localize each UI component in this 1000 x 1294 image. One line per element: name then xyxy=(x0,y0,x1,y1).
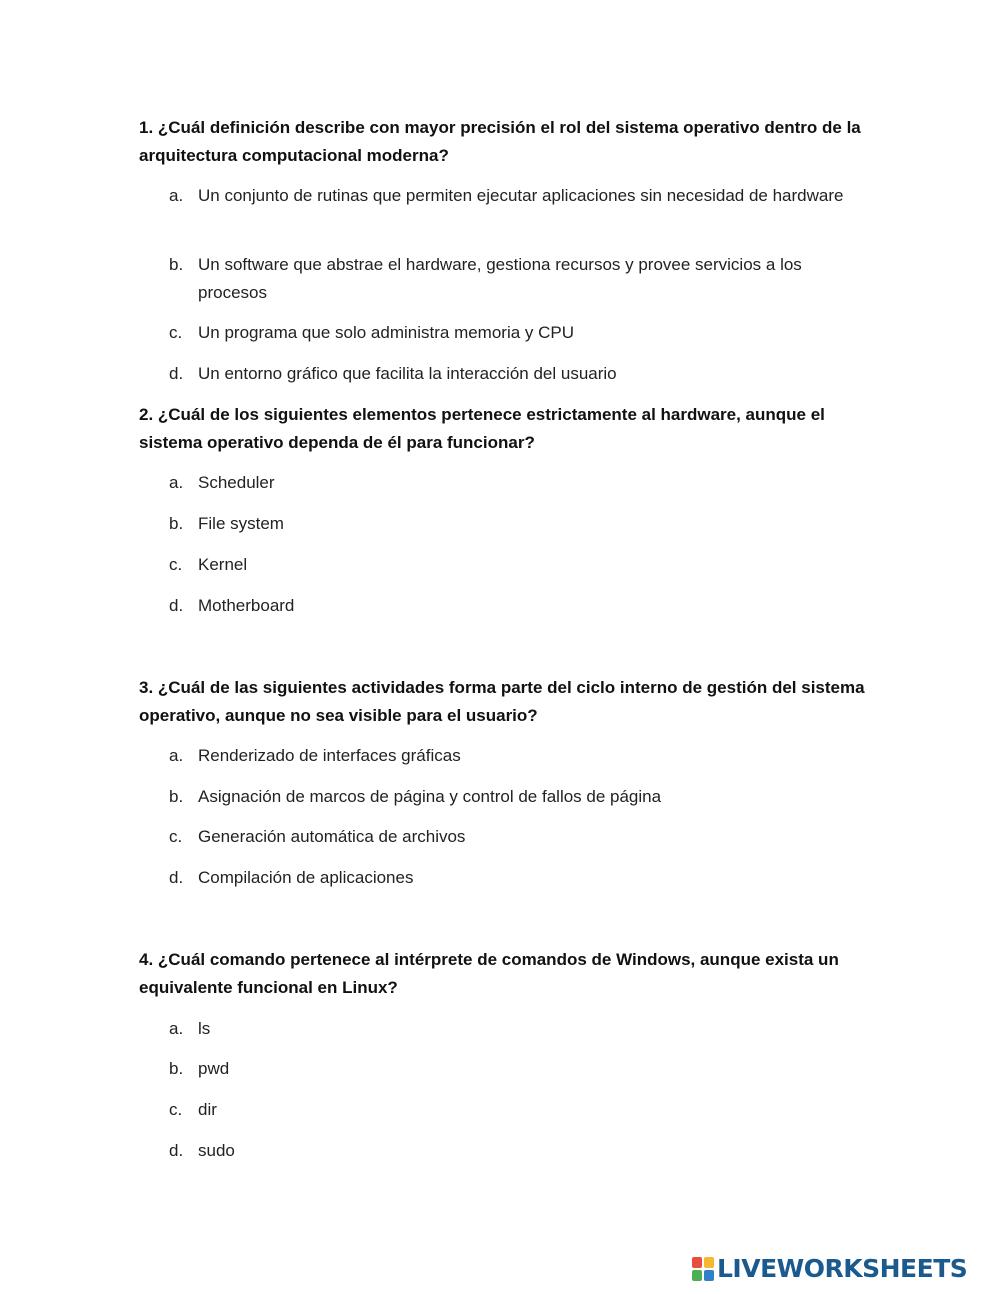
option-text: Asignación de marcos de página y control de fallos de página xyxy=(198,787,662,806)
liveworksheets-logo[interactable] xyxy=(692,1252,967,1286)
question-3-option-d[interactable] xyxy=(169,864,859,892)
option-text: Motherboard xyxy=(198,596,295,615)
question-3-text: 3. ¿Cuál de las siguientes actividades forma parte del ciclo interno de gestión del sistema operativo, aunque no sea visible para el usuario? xyxy=(139,678,865,725)
question-1-option-a[interactable] xyxy=(169,182,859,210)
option-letter: c. xyxy=(169,323,183,342)
option-text: sudo xyxy=(198,1141,235,1160)
option-letter: c. xyxy=(169,827,183,846)
option-letter: c. xyxy=(169,1100,183,1119)
question-2-option-a[interactable] xyxy=(169,469,859,497)
option-text: ls xyxy=(198,1019,211,1038)
question-4-option-b[interactable] xyxy=(169,1055,859,1083)
question-4-option-d[interactable] xyxy=(169,1137,859,1165)
option-letter: a. xyxy=(169,746,184,765)
option-letter: d. xyxy=(169,596,184,615)
option-letter: a. xyxy=(169,473,184,492)
question-2-option-d[interactable] xyxy=(169,592,859,620)
option-text: dir xyxy=(198,1100,217,1119)
option-text: pwd xyxy=(198,1059,230,1078)
question-1-text: 1. ¿Cuál definición describe con mayor precisión el rol del sistema operativo dentro de la arquitectura computacional moderna? xyxy=(139,118,861,165)
option-letter: c. xyxy=(169,555,183,574)
option-text: Kernel xyxy=(198,555,248,574)
option-letter: b. xyxy=(169,514,184,533)
option-letter: b. xyxy=(169,787,184,806)
option-text: Generación automática de archivos xyxy=(198,827,466,846)
question-3-option-a[interactable] xyxy=(169,742,859,770)
question-1-option-c[interactable] xyxy=(169,319,859,347)
option-letter: d. xyxy=(169,364,184,383)
question-2-option-b[interactable] xyxy=(169,510,859,538)
question-1-option-b[interactable] xyxy=(169,251,859,307)
option-letter: a. xyxy=(169,1019,184,1038)
option-letter: b. xyxy=(169,255,184,274)
question-4-text: 4. ¿Cuál comando pertenece al intérprete de comandos de Windows, aunque exista un equivalente funcional en Linux? xyxy=(139,950,839,997)
logo-text: LIVEWORKSHEETS xyxy=(717,1254,968,1283)
option-text: Renderizado de interfaces gráficas xyxy=(198,746,461,765)
option-text: Un software que abstrae el hardware, gestiona recursos y provee servicios a los procesos xyxy=(198,255,802,302)
question-2-option-c[interactable] xyxy=(169,551,859,579)
option-text: Un entorno gráfico que facilita la interacción del usuario xyxy=(198,364,617,383)
question-4-option-a[interactable] xyxy=(169,1015,859,1043)
option-text: Un conjunto de rutinas que permiten ejecutar aplicaciones sin necesidad de hardware xyxy=(198,186,844,205)
option-letter: d. xyxy=(169,1141,184,1160)
option-letter: a. xyxy=(169,186,184,205)
option-text: File system xyxy=(198,514,284,533)
question-4-option-c[interactable] xyxy=(169,1096,859,1124)
option-text: Un programa que solo administra memoria y CPU xyxy=(198,323,575,342)
option-text: Compilación de aplicaciones xyxy=(198,868,414,887)
option-text: Scheduler xyxy=(198,473,275,492)
question-1-option-d[interactable] xyxy=(169,360,859,388)
liveworksheets-mark-icon xyxy=(692,1257,714,1281)
option-letter: b. xyxy=(169,1059,184,1078)
question-2-text: 2. ¿Cuál de los siguientes elementos pertenece estrictamente al hardware, aunque el sistema operativo dependa de él para funcionar? xyxy=(139,405,825,452)
question-3-option-b[interactable] xyxy=(169,783,859,811)
option-letter: d. xyxy=(169,868,184,887)
question-3-option-c[interactable] xyxy=(169,823,859,851)
